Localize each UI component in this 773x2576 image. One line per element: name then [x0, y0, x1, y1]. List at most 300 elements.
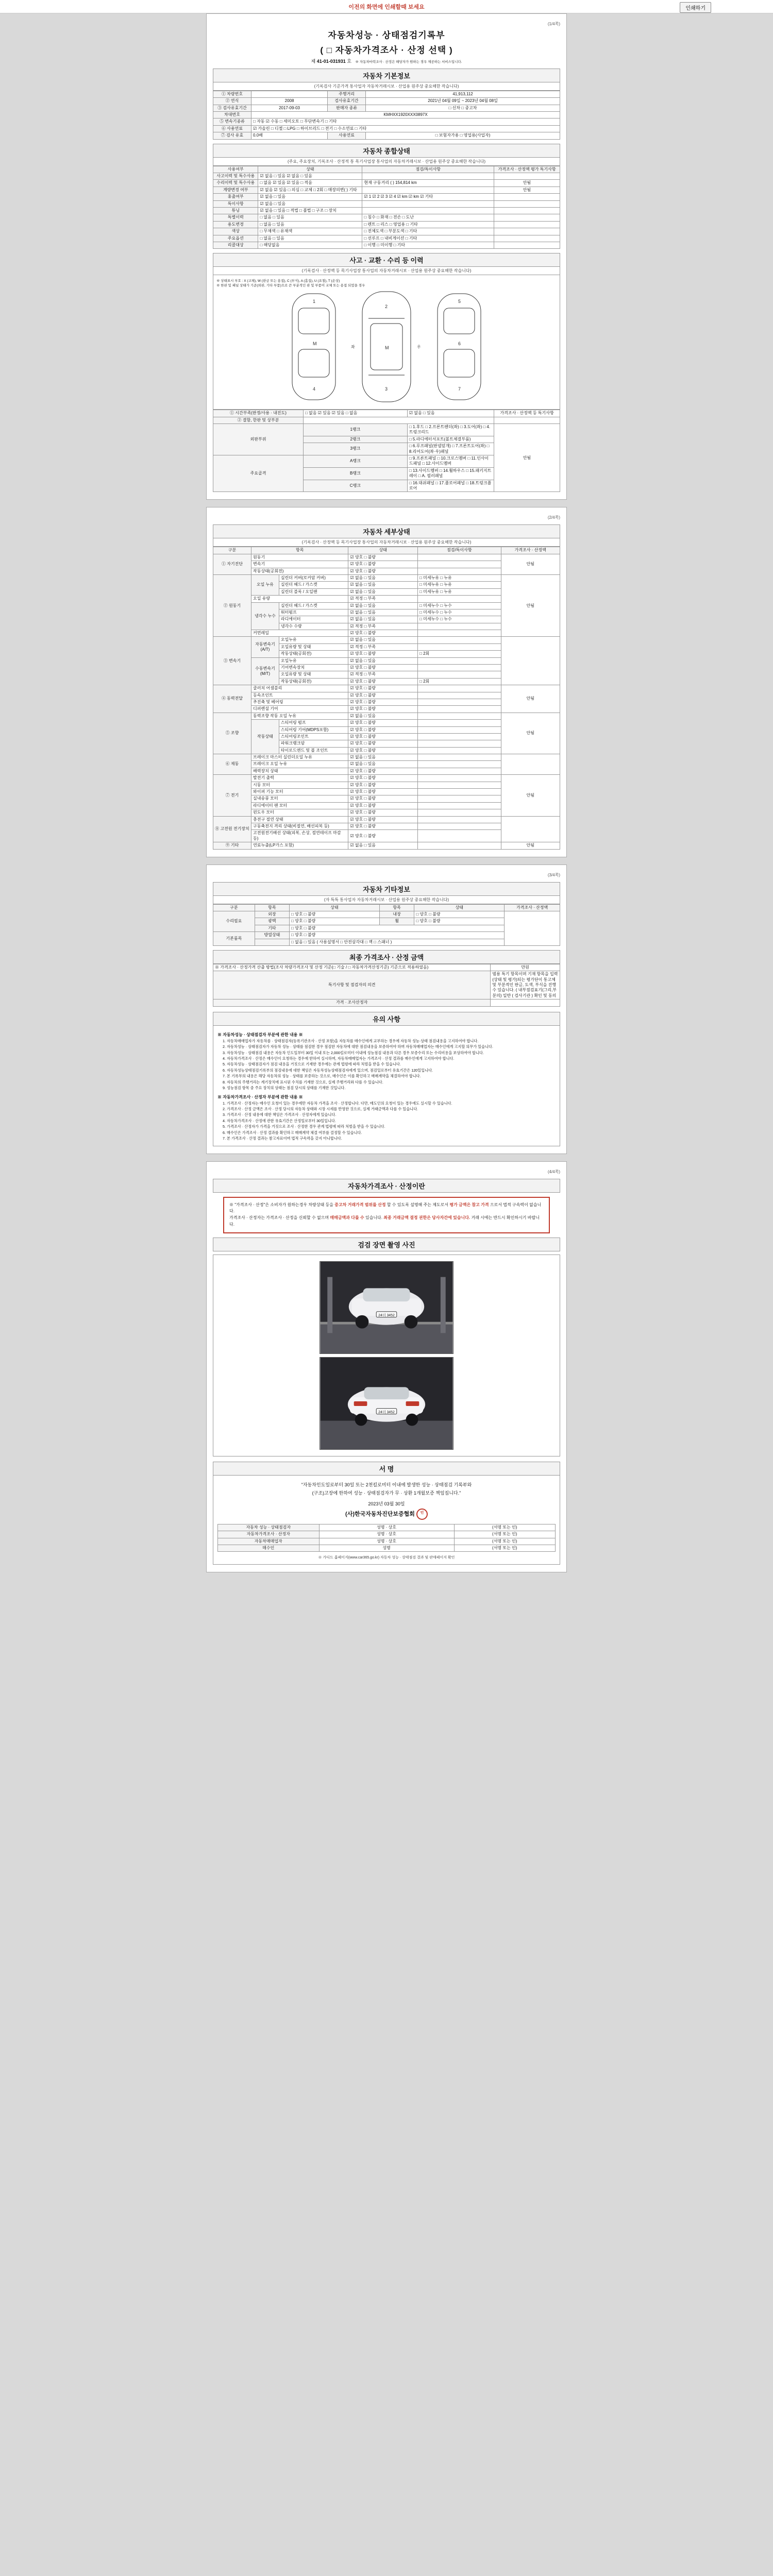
detail-item-1-4: 냉각수 누수 — [251, 602, 279, 630]
table-row — [213, 228, 560, 235]
detail-state-0-2[interactable]: ☑ 양호 □ 불량 — [348, 568, 418, 574]
banner-hl-3: 매매금액과 다를 수 — [330, 1215, 364, 1221]
sign-row-key-3: 매수인 — [218, 1545, 320, 1552]
detail-note-1-4[interactable]: □ 미세누수 □ 누수 — [418, 602, 501, 609]
section-detail-title: 자동차 세부상태 — [213, 524, 560, 538]
overall-name-0: 사고이력 및 특수사용 — [213, 173, 258, 180]
basic-label2-2: 판매자 종류 — [328, 105, 366, 111]
detail-state-1-7[interactable]: ☑ 적정 □ 부족 — [348, 623, 418, 630]
exchange-val-0[interactable]: □ 없음 ☑ 있음 ☑ 있음 □ 없음 — [303, 410, 407, 417]
svg-text:3: 3 — [385, 386, 388, 392]
detail-item-6-3: 실내송풍 모터 — [251, 795, 348, 802]
detail-state-table — [213, 547, 560, 849]
other-header-3: 가격조사 · 산정액 — [505, 904, 560, 911]
detail-note-3-0 — [418, 685, 501, 692]
overall-name-10: 리콜대상 — [213, 242, 258, 248]
other-item2-0: 내장 — [380, 911, 414, 918]
panel-rank-0-1: 2랭크 — [303, 436, 407, 443]
panel-items-0-2[interactable]: □ 6.루프패널(판넬덮개) □ 7.프론트도어(좌) □ 8.리어도어(좌·우)패널 — [407, 443, 494, 455]
table-row — [218, 1545, 556, 1552]
other-item-4 — [255, 939, 289, 945]
svg-text:좌: 좌 — [351, 345, 355, 350]
other-price — [505, 911, 560, 945]
footer-note: ※ 가디드 홈페이지(www.car365.go.kr) 자동차 성능 · 상태점검 결과 및 판매페이지 확인 — [318, 1556, 455, 1560]
list-item: 3. 가격조사 · 산정 내용에 대한 책임은 가격조사 · 산정자에게 있습니다. — [227, 1112, 556, 1117]
detail-note-5-1 — [418, 761, 501, 768]
overall-extra-10 — [494, 242, 560, 248]
car-diagram-left-side-icon — [283, 287, 345, 406]
section-overall-title: 자동차 종합상태 — [213, 144, 560, 158]
banner-text-2: 할 수 있도록 설명해 주는 제도로서 — [386, 1202, 449, 1207]
overall-note-1: 현재 구동거리 ( ) 154,814 km — [362, 180, 494, 187]
company-seal-icon: 인 — [416, 1509, 428, 1520]
sign-date: 2023년 03월 30일 — [368, 1501, 405, 1506]
banner-text-1: ※ "가격조사 · 산정"은 소비자가 원하는경우 차량상태 등을 — [229, 1202, 333, 1207]
overall-note-6: □ 침수 □ 화재 □ 전손 □ 도난 — [362, 214, 494, 221]
detail-price-1: 안됨 — [501, 574, 560, 637]
svg-text:5: 5 — [458, 299, 461, 304]
overall-extra-4 — [494, 200, 560, 207]
overall-note-10: □ 이행 □ 미이행 □ 기타 — [362, 242, 494, 248]
basic-value-2: 2017-09-03 — [251, 105, 328, 111]
detail-state-6-4[interactable]: ☑ 양호 □ 불량 — [348, 802, 418, 809]
other-item-0: 외장 — [255, 911, 289, 918]
detail-price-2 — [501, 637, 560, 685]
detail-item-2-0: 자동변속기 (A/T) — [251, 637, 279, 657]
overall-note-5 — [362, 207, 494, 214]
exchange-r-0[interactable]: ☑ 없음 □ 있음 — [407, 410, 494, 417]
detail-state-3-2[interactable]: ☑ 양호 □ 불량 — [348, 699, 418, 705]
owner-value — [491, 999, 560, 1006]
detail-price-0: 안됨 — [501, 554, 560, 574]
doc-title-line1: 자동차성능 · 상태점검기록부 — [328, 30, 445, 40]
other-opts2-0[interactable]: □ 양호 □ 불량 — [414, 911, 505, 918]
overall-extra-6 — [494, 214, 560, 221]
basic-value-4[interactable]: □ 자동 ☑ 수동 □ 세미오토 □ 무단변속기 □ 기타 — [251, 118, 560, 125]
detail-state-6-0[interactable]: ☑ 양호 □ 불량 — [348, 775, 418, 782]
overall-opts-9[interactable]: □ 없음 □ 있음 — [258, 235, 362, 242]
list-item: 9. 성능점검 항목 중 주요 장치의 상태는 점검 당시의 상태를 기재한 것입니다. — [227, 1086, 556, 1091]
detail-sub-1-0: 실린더 커버(로커암 커버) — [279, 574, 348, 581]
basic-label-vin: 차대번호 — [213, 112, 251, 118]
detail-note-1-2[interactable]: □ 미세누유 □ 누유 — [418, 588, 501, 595]
svg-text:2: 2 — [385, 304, 388, 310]
detail-state-2-4[interactable]: ☑ 양호 □ 불량 — [348, 665, 418, 671]
exchange-val-1 — [303, 417, 494, 423]
detail-note-1-8 — [418, 630, 501, 637]
svg-text:1: 1 — [313, 299, 316, 304]
list-item: 7. 본 기록부의 내용은 해당 자동차의 성능 · 상태를 보증하는 것으로, 매수인은 이를 확인하고 매매계약을 체결하여야 합니다. — [227, 1074, 556, 1079]
detail-state-4-2[interactable]: ☑ 양호 □ 불량 — [348, 726, 418, 733]
document-page-1 — [206, 13, 567, 500]
list-item: 2. 자동차성능 · 상태점검자가 자동차 성능 · 상태를 점검한 경우 점검한 자동차에 대한 점검내용을 보증하여야 하며 자동차매매업자는 매수인에게 고지할 의무가 있습니다. — [227, 1044, 556, 1049]
other-opts-4[interactable]: □ 없음 □ 있음 ( 사용설명서 □ 안전삼각대 □ 잭 □ 스패너 ) — [290, 939, 505, 945]
basic-label-0: ① 차량번호 — [213, 91, 251, 97]
table-row — [213, 754, 560, 761]
panel-rank-1-2: C랭크 — [303, 480, 407, 492]
overall-name-2: 계량변경 여부 — [213, 187, 258, 193]
overall-note-7: □ 렌트 □ 리스 □ 영업용 □ 기타 — [362, 221, 494, 228]
photo-section-title: 검검 장면 촬영 사진 — [213, 1238, 560, 1251]
price-banner-box — [223, 1197, 550, 1233]
panel-items-1-0[interactable]: □ 9.프론트패널 □ 10.크로스멤버 □ 11.인사이드패널 □ 12.사이드멤버 — [407, 455, 494, 468]
detail-sub-2-2: 작동상태(공회전) — [279, 651, 348, 657]
svg-text:6: 6 — [458, 341, 461, 347]
overall-note-3: ☑ 1 ☑ 2 ☑ 3 ☑ 4 ☑ km ☑ km ☑ 기타 — [362, 194, 494, 200]
svg-text:M: M — [313, 341, 317, 347]
sign-row-sig-0[interactable]: (서명 또는 인) — [454, 1524, 556, 1531]
table-row — [213, 207, 560, 214]
notice-heading-0: ※ 자동차성능 · 상태점검자 부분에 관한 내용 ※ — [217, 1032, 303, 1037]
detail-state-1-6[interactable]: ☑ 없음 □ 있음 — [348, 616, 418, 623]
detail-state-7-1[interactable]: ☑ 양호 □ 불량 — [348, 823, 418, 830]
overall-header-1: 상태 — [258, 166, 362, 173]
other-opts-1[interactable]: □ 양호 □ 불량 — [290, 918, 380, 925]
detail-sub-4-1: 스티어링 펌프 — [279, 720, 348, 726]
detail-item-1-3: 오일 유량 — [251, 596, 348, 602]
sign-row-key-1: 자동차가격조사 · 산정자 — [218, 1531, 320, 1538]
overall-header-2: 점검/특이사항 — [362, 166, 494, 173]
detail-note-1-3 — [418, 596, 501, 602]
overall-note-2 — [362, 187, 494, 193]
owner-label: 가격 · 조사산정자 — [213, 999, 491, 1006]
detail-state-6-3[interactable]: ☑ 양호 □ 불량 — [348, 795, 418, 802]
detail-state-6-1[interactable]: ☑ 양호 □ 불량 — [348, 782, 418, 788]
table-row — [218, 1524, 556, 1531]
detail-note-1-7 — [418, 623, 501, 630]
overall-extra-0 — [494, 173, 560, 180]
section-other-title: 자동차 기타정보 — [213, 882, 560, 896]
basic-value-6: 0.0배 — [251, 132, 328, 139]
detail-sub-1-5: 워터펌프 — [279, 609, 348, 616]
print-button[interactable]: 인쇄하기 — [680, 2, 711, 13]
final-price-title: 최종 가격조사 · 산정 금액 — [213, 950, 560, 964]
detail-note-7-2 — [418, 830, 501, 842]
detail-note-6-2 — [418, 789, 501, 795]
detail-sub-2-3: 오일누유 — [279, 657, 348, 664]
table-row — [213, 816, 560, 823]
page-number-1: (1/4쪽) — [547, 22, 560, 26]
sign-row-val-1: 성명 · 상호 — [319, 1531, 454, 1538]
section-detail-note: (기록검사 · 산정액 등 목기사업장 통사업의 자동차거래시보 · 산업용 원주상 중요해한 작습니다) — [213, 538, 560, 547]
detail-note-6-3 — [418, 795, 501, 802]
table-row — [213, 417, 560, 423]
detail-state-2-0[interactable]: ☑ 없음 □ 있음 — [348, 637, 418, 643]
overall-opts-5[interactable]: ☑ 없음 □ 있음 □ 적법 □ 불법 □ 구조 □ 장치 — [258, 207, 362, 214]
detail-state-7-2[interactable]: ☑ 양호 □ 불량 — [348, 830, 418, 842]
other-header-1: 항목 — [255, 904, 289, 911]
other-item-1: 광택 — [255, 918, 289, 925]
detail-group-6: ⑦ 전기 — [213, 775, 251, 816]
detail-state-3-0[interactable]: ☑ 양호 □ 불량 — [348, 685, 418, 692]
page-number-3: (3/4쪽) — [547, 872, 560, 877]
section-overall-note: (주요, 주요장치, 기록조사 · 산정적 통 목기사업장 통사업의 자동차거래시보 · 산업용 원주상 중요해한 작습니다) — [213, 158, 560, 166]
overall-opts-10[interactable]: □ 해당없음 — [258, 242, 362, 248]
detail-note-6-4 — [418, 802, 501, 809]
overall-opts-1[interactable]: □ 없음 ☑ 있음 ☑ 있음 □ 적음 — [258, 180, 362, 187]
detail-sub-2-6: 작동상태(공회전) — [279, 678, 348, 685]
detail-note-5-2 — [418, 768, 501, 774]
detail-item-0-1: 변속기 — [251, 561, 348, 568]
detail-state-1-1[interactable]: ☑ 없음 □ 있음 — [348, 582, 418, 588]
sign-company — [217, 1509, 556, 1520]
table-row — [213, 410, 560, 417]
detail-state-1-3[interactable]: ☑ 적정 □ 부족 — [348, 596, 418, 602]
detail-sub-4-4: 파워크랭크암 — [279, 740, 348, 747]
detail-price-7 — [501, 816, 560, 842]
other-header-2b: 상태 — [414, 904, 505, 911]
notice-body — [213, 1026, 560, 1146]
sign-row-key-0: 자동차 성능 · 상태점검자 — [218, 1524, 320, 1531]
detail-item-5-2: 배력장치 상태 — [251, 768, 348, 774]
svg-text:M: M — [385, 345, 389, 351]
sign-row-sig-3[interactable]: (서명 또는 인) — [454, 1545, 556, 1552]
overall-opts-4[interactable]: ☑ 없음 □ 있음 — [258, 200, 362, 207]
other-item2-1: 휠 — [380, 918, 414, 925]
detail-sub-1-2: 실린더 블록 / 오일팬 — [279, 588, 348, 595]
banner-text-5: 있습니다. — [365, 1215, 383, 1221]
overall-name-3: 휴출여부 — [213, 194, 258, 200]
basic-value-5[interactable]: ☑ 가솔린 □ 디젤 □ LPG □ 하이브리드 □ 전기 □ 수소연료 □ 기타 — [251, 125, 560, 132]
overall-note-9: □ 선루프 □ 내비게이션 □ 기타 — [362, 235, 494, 242]
table-row — [213, 235, 560, 242]
detail-state-1-8[interactable]: ☑ 양호 □ 불량 — [348, 630, 418, 637]
page-number-2: (2/4쪽) — [547, 515, 560, 520]
panel-group-title-0: 외판부위 — [213, 424, 304, 455]
detail-group-3: ④ 동력전달 — [213, 685, 251, 713]
overall-opts-0[interactable]: ☑ 없음 □ 있음 ☑ 없음 □ 있음 — [258, 173, 362, 180]
detail-state-3-3[interactable]: ☑ 양호 □ 불량 — [348, 706, 418, 713]
detail-note-2-6: □ 2회 — [418, 678, 501, 685]
detail-state-2-6[interactable]: ☑ 양호 □ 불량 — [348, 678, 418, 685]
detail-header-3: 점검/특이사항 — [418, 547, 501, 554]
detail-item-5-1: 브레이크 오일 누유 — [251, 761, 348, 768]
detail-price-6: 안됨 — [501, 775, 560, 816]
list-item: 6. 매수인은 가격조사 · 산정 결과를 확인하고 매매계약 체결 여부를 결정할 수 있습니다. — [227, 1130, 556, 1136]
detail-item-3-1: 등속조인트 — [251, 692, 348, 699]
overall-header-0: 사용여부 — [213, 166, 258, 173]
table-row — [213, 999, 560, 1006]
detail-item-2-3: 수동변속기 (M/T) — [251, 657, 279, 685]
detail-state-0-0[interactable]: ☑ 양호 □ 불량 — [348, 554, 418, 561]
overall-opts-8[interactable]: □ 무채색 □ 유채색 — [258, 228, 362, 235]
list-item: 6. 자동차성능상태점검기록부의 점검내용에 대한 책임은 자동차성능상태점검자에게 있으며, 점검일로부터 유효기간은 120일입니다. — [227, 1068, 556, 1073]
detail-state-6-5[interactable]: ☑ 양호 □ 불량 — [348, 809, 418, 816]
panel-items-1-2[interactable]: □ 16.대쉬패널 □ 17.플로어패널 □ 18.트렁크플로어 — [407, 480, 494, 492]
table-row — [213, 187, 560, 193]
detail-state-8-0[interactable]: ☑ 없음 □ 있음 — [348, 842, 418, 849]
detail-group-0: ① 자기진단 — [213, 554, 251, 574]
banner-hl-1: 중고차 거래가격 범위를 산정 — [334, 1202, 386, 1207]
table-row — [213, 214, 560, 221]
exchange-key-0: ① 시간부족(판정/사용 · 내진도) — [213, 410, 304, 417]
exchange-note-0: 가격조사 · 산정액 등 특기사항 — [494, 410, 560, 417]
panel-items-0-1[interactable]: □ 5.라디에터서포트(볼트체결부품) — [407, 436, 494, 443]
detail-note-1-0[interactable]: □ 미세누유 □ 누유 — [418, 574, 501, 581]
final-price-table — [213, 964, 560, 1007]
overall-opts-3[interactable]: ☑ 없음 □ 있음 — [258, 194, 362, 200]
list-item: 3. 자동차성능 · 상태점검 내용은 자동차 인도일부터 30일 이내 또는 2,000킬로미터 이내에 성능점검 내용과 다른 경우 보증수리 또는 수리비용을 보상하여야 합니다. — [227, 1050, 556, 1056]
overall-extra-9 — [494, 235, 560, 242]
detail-item-1-8: 커먼레일 — [251, 630, 348, 637]
list-item: 7. 본 가격조사 · 산정 결과는 참고자료이며 법적 구속력을 갖지 아니합니다. — [227, 1136, 556, 1141]
detail-item-4-1: 작동상태 — [251, 720, 279, 754]
detail-state-7-0[interactable]: ☑ 양호 □ 불량 — [348, 816, 418, 823]
sign-row-sig-1[interactable]: (서명 또는 인) — [454, 1531, 556, 1538]
detail-header-4: 가격조사 · 산정액 — [501, 547, 560, 554]
sign-row-sig-2[interactable]: (서명 또는 인) — [454, 1538, 556, 1545]
detail-state-4-0[interactable]: ☑ 없음 □ 있음 — [348, 713, 418, 719]
sign-warning-2: (구조)고장에 한하여 성능 · 상태점검자가 무 · 상환 1개월보증 책임집니다." — [312, 1490, 461, 1496]
detail-state-2-3[interactable]: ☑ 없음 □ 있음 — [348, 657, 418, 664]
list-item: 1. 가격조사 · 산정자는 매수인 요청이 있는 경우에만 자동차 가격을 조사 · 산정합니다. 다만, 매도인의 요청이 있는 경우에도 실시할 수 있습니다. — [227, 1101, 556, 1106]
detail-group-8: ⑨ 기타 — [213, 842, 251, 849]
detail-note-1-6[interactable]: □ 미세누수 □ 누수 — [418, 616, 501, 623]
table-row — [213, 424, 560, 436]
detail-state-2-5[interactable]: ☑ 적정 □ 부족 — [348, 671, 418, 678]
sign-row-val-3: 성명 — [319, 1545, 454, 1552]
detail-note-0-0 — [418, 554, 501, 561]
svg-text:4: 4 — [313, 386, 316, 392]
detail-state-1-0[interactable]: ☑ 없음 □ 있음 — [348, 574, 418, 581]
car-diagram-box — [213, 275, 560, 410]
section-basic-info-note: (기록검사 기준가격 통사업자 자동차거래시보 · 산업용 원주상 중요해한 작습니다) — [213, 82, 560, 91]
basic-label2-6: 사용연료 — [328, 132, 366, 139]
overall-extra-7 — [494, 221, 560, 228]
panel-rank-0-0: 1랭크 — [303, 424, 407, 436]
overall-extra-8 — [494, 228, 560, 235]
detail-group-1: ② 원동기 — [213, 574, 251, 637]
detail-state-0-1[interactable]: ☑ 양호 □ 불량 — [348, 561, 418, 568]
detail-note-4-0 — [418, 713, 501, 719]
section-other-note: (자 특특 통사업자 자동차거래시보 · 산업용 원주상 중요해한 작습니다) — [213, 896, 560, 904]
detail-state-5-1[interactable]: ☑ 없음 □ 있음 — [348, 761, 418, 768]
detail-state-1-5[interactable]: ☑ 없음 □ 있음 — [348, 609, 418, 616]
table-row — [213, 574, 560, 581]
basic-value-vin: KMHXX1920XXX0897X — [251, 112, 560, 118]
detail-note-5-0 — [418, 754, 501, 761]
banner-hl-2: 평가 금액은 참고 가격 — [449, 1202, 489, 1207]
detail-item-7-2: 고전원전기배선 상태(피복, 손상, 절연테이프 마감 등) — [251, 830, 348, 842]
detail-state-3-1[interactable]: ☑ 양호 □ 불량 — [348, 692, 418, 699]
list-item: 5. 가격조사 · 산정자가 가격을 거짓으로 조사 · 산정한 경우 관계 법령에 따라 처벌을 받을 수 있습니다. — [227, 1124, 556, 1129]
car-diagram-top-view-icon — [348, 287, 425, 406]
table-row — [213, 775, 560, 782]
panel-items-0-0[interactable]: □ 1.후드 □ 2.프론트펜더(좌) □ 3.도어(좌) □ 4.트렁크리드 — [407, 424, 494, 436]
detail-note-1-1[interactable]: □ 미세누유 □ 누유 — [418, 582, 501, 588]
other-opts-3[interactable]: □ 양호 □ 불량 — [290, 932, 505, 939]
detail-note-6-0 — [418, 775, 501, 782]
detail-item-6-4: 라디에이터 팬 모터 — [251, 802, 348, 809]
table-row — [213, 180, 560, 187]
diagram-note-1: ※ 한판 및 패널 상태가 기준(외판, 기타 부품)으로 쓴 부분적인 판 및 부품이 교체 또는 용접 되었을 경우 — [216, 284, 365, 288]
detail-item-5-0: 브레이크 마스터 실린더오일 누유 — [251, 754, 348, 761]
detail-state-1-2[interactable]: ☑ 없음 □ 있음 — [348, 588, 418, 595]
special-label: 특기사항 및 점검자의 의견 — [213, 971, 491, 999]
overall-name-6: 특별이력 — [213, 214, 258, 221]
table-row — [213, 221, 560, 228]
overall-note-4 — [362, 200, 494, 207]
overall-name-1: 수리이력 및 특수사용 — [213, 180, 258, 187]
table-row — [213, 685, 560, 692]
detail-note-2-1 — [418, 643, 501, 650]
detail-group-2: ③ 변속기 — [213, 637, 251, 685]
panel-rank-1-1: B랭크 — [303, 467, 407, 480]
detail-note-1-5[interactable]: □ 미세누수 □ 누수 — [418, 609, 501, 616]
detail-sub-1-4: 실린더 헤드 / 가스켓 — [279, 602, 348, 609]
section-accident-note: (기록검사 · 산정액 등 목기사업장 통사업의 자동차거래시보 · 산업용 원주상 중요해한 작습니다) — [213, 267, 560, 275]
document-page-2 — [206, 507, 567, 857]
overall-opts-7[interactable]: □ 없음 □ 있음 — [258, 221, 362, 228]
detail-item-4-0: 동력조향 작동 오일 누유 — [251, 713, 348, 719]
detail-state-2-1[interactable]: ☑ 적정 □ 부족 — [348, 643, 418, 650]
detail-state-4-4[interactable]: ☑ 양호 □ 불량 — [348, 740, 418, 747]
overall-extra-2: 안됨 — [494, 187, 560, 193]
basic-label2-1: 검사유효기간 — [328, 98, 366, 105]
panel-items-1-1[interactable]: □ 13.사이드멤버 □ 14.휠하우스 □ 15.패키지트레이 □ A. 필러패널 — [407, 467, 494, 480]
special-opts[interactable]: 범용 특기 항목이며 기재 항목을 입력(상태 및 평가)되는 평가단이 통고체 및 부분적인 판금, 도색, 부식을 진행 수 있습니다. ( 내부점검표기(그리,부분의) 일반 ( 검사기관 ) 확인 및 동의 — [491, 971, 560, 999]
other-header-0: 구분 — [213, 904, 255, 911]
diagram-note-0: ※ 상태표시 부호 : X (교체), W (판금 또는 용접), C (부식), A (흠집), U (요철), T (손상) — [216, 279, 340, 283]
detail-state-6-2[interactable]: ☑ 양호 □ 불량 — [348, 789, 418, 795]
detail-state-5-0[interactable]: ☑ 없음 □ 있음 — [348, 754, 418, 761]
other-item-3: 방열상태 — [255, 932, 289, 939]
detail-note-7-0 — [418, 816, 501, 823]
detail-item-0-2: 작동상태(공회전) — [251, 568, 348, 574]
detail-item-8-0: 연료누출(LP가스 포함) — [251, 842, 348, 849]
detail-item-7-1: 구동축전지 격리 상태(비절연, 배선피복 등) — [251, 823, 348, 830]
detail-price-4: 안됨 — [501, 713, 560, 754]
table-row — [213, 842, 560, 849]
panel-note: 안됨 — [494, 424, 560, 492]
detail-price-8: 안됨 — [501, 842, 560, 849]
sign-company-name: (사)한국자동차진단보증협회 — [345, 1511, 415, 1517]
detail-price-3: 안됨 — [501, 685, 560, 713]
detail-sub-1-1: 실린더 헤드 / 가스켓 — [279, 582, 348, 588]
panel-rank-0-2: 3랭크 — [303, 443, 407, 455]
overall-name-5: 튜닝 — [213, 207, 258, 214]
overall-name-4: 특이사항 — [213, 200, 258, 207]
detail-sub-2-1: 오일유량 및 상태 — [279, 643, 348, 650]
other-opts-2[interactable]: □ 양호 □ 불량 — [290, 925, 505, 931]
list-item: 4. 자동차가격조사 · 산정에 관한 유효기간은 산정일로부터 30일입니다. — [227, 1118, 556, 1124]
other-opts2-1[interactable]: □ 양호 □ 불량 — [414, 918, 505, 925]
detail-note-3-3 — [418, 706, 501, 713]
detail-state-4-5[interactable]: ☑ 양호 □ 불량 — [348, 747, 418, 754]
other-opts-0[interactable]: □ 양호 □ 불량 — [290, 911, 380, 918]
overall-opts-6[interactable]: □ 없음 □ 있음 — [258, 214, 362, 221]
table-row — [213, 971, 560, 999]
detail-note-4-2 — [418, 726, 501, 733]
notice-title: 유의 사항 — [213, 1012, 560, 1026]
inspection-photo-front — [320, 1261, 453, 1354]
detail-state-4-3[interactable]: ☑ 양호 □ 불량 — [348, 733, 418, 740]
basic-info-table — [213, 91, 560, 140]
detail-item-6-2: 와이퍼 기능 모터 — [251, 789, 348, 795]
final-price-note: ※ 가격조사 · 산정가격 산출 방법(조사 차량가격조사 및 산정 기준(□ 기술 / □ 자동차가격산정기준) 기준으로 적용하였음) — [213, 964, 491, 971]
detail-note-8-0 — [418, 842, 501, 849]
overall-note-0 — [362, 173, 494, 180]
list-item: 5. 자동차성능 · 상태점검자가 점검 내용을 거짓으로 기재한 경우에는 관계 법령에 따라 처벌을 받을 수 있습니다. — [227, 1062, 556, 1067]
overall-opts-2[interactable]: ☑ 없음 ☑ 있음 □ 의심 □ 교체 □ 2회 □ 매장의변( ) 기타 — [258, 187, 362, 193]
table-row — [213, 713, 560, 719]
detail-state-2-2[interactable]: ☑ 양호 □ 불량 — [348, 651, 418, 657]
detail-state-1-4[interactable]: ☑ 없음 □ 있음 — [348, 602, 418, 609]
exchange-key-1: ② 결함, 한판 및 상부분 — [213, 417, 304, 423]
detail-state-4-1[interactable]: ☑ 양호 □ 불량 — [348, 720, 418, 726]
detail-sub-2-0: 오일누유 — [279, 637, 348, 643]
detail-state-5-2[interactable]: ☑ 양호 □ 불량 — [348, 768, 418, 774]
